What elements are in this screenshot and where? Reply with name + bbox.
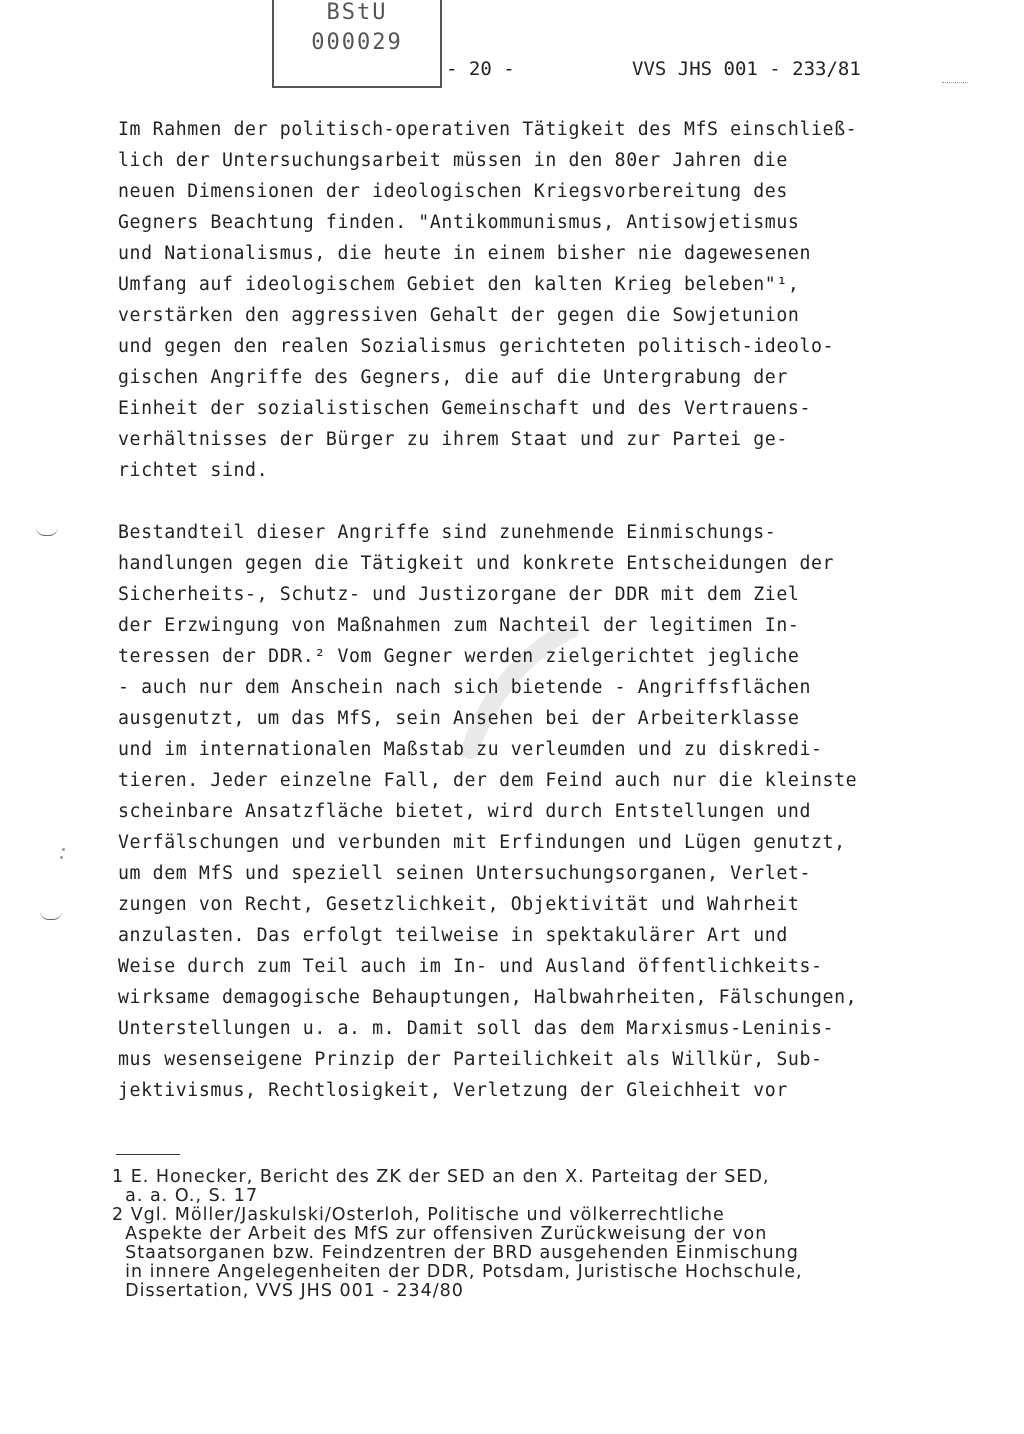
document-body xyxy=(118,114,938,1106)
archive-stamp xyxy=(272,0,442,88)
document-reference: VVS JHS 001 - 233/81 xyxy=(632,58,861,80)
text-line: handlungen gegen die Tätigkeit und konkrete Entscheidungen der xyxy=(118,553,835,574)
paragraph-2 xyxy=(118,517,938,1106)
text-line: zungen von Recht, Gesetzlichkeit, Objektivität und Wahrheit xyxy=(118,894,800,915)
text-line: Bestandteil dieser Angriffe sind zunehmende Einmischungs- xyxy=(118,522,777,543)
text-line: Unterstellungen u. a. m. Damit soll das dem Marxismus-Leninis- xyxy=(118,1018,835,1039)
paragraph-1 xyxy=(118,114,938,486)
footnote-separator xyxy=(116,1154,180,1155)
margin-speck xyxy=(62,848,65,851)
text-line: lich der Untersuchungsarbeit müssen in den 80er Jahren die xyxy=(118,150,788,171)
text-line: Verfälschungen und verbunden mit Erfindungen und Lügen genutzt, xyxy=(118,832,846,853)
text-line: und im internationalen Maßstab zu verleumden und zu diskredi- xyxy=(118,739,823,760)
page-number: - 20 - xyxy=(446,58,515,80)
text-line: Weise durch zum Teil auch im In- und Ausland öffentlichkeits- xyxy=(118,956,823,977)
footnote-line: a. a. O., S. 17 xyxy=(112,1186,259,1206)
text-line: - auch nur dem Anschein nach sich bietende - Angriffsflächen xyxy=(118,677,811,698)
text-line: verhältnisses der Bürger zu ihrem Staat und zur Partei ge- xyxy=(118,429,788,450)
text-line: mus wesenseigene Prinzip der Parteilichkeit als Willkür, Sub- xyxy=(118,1049,823,1070)
text-line: Einheit der sozialistischen Gemeinschaft und des Vertrauens- xyxy=(118,398,811,419)
text-line: Im Rahmen der politisch-operativen Tätigkeit des MfS einschließ- xyxy=(118,119,858,140)
stamp-archive-number: 000029 xyxy=(311,30,403,55)
corner-mark xyxy=(942,82,968,83)
text-line: anzulasten. Das erfolgt teilweise in spektakulärer Art und xyxy=(118,925,788,946)
text-line: teressen der DDR.² Vom Gegner werden zielgerichtet jegliche xyxy=(118,646,800,667)
text-line: der Erzwingung von Maßnahmen zum Nachteil der legitimen In- xyxy=(118,615,800,636)
footnote-line: 2 Vgl. Möller/Jaskulski/Osterloh, Politische und völkerrechtliche xyxy=(112,1205,725,1225)
text-line: Sicherheits-, Schutz- und Justizorgane der DDR mit dem Ziel xyxy=(118,584,800,605)
text-line: und Nationalismus, die heute in einem bisher nie dagewesenen xyxy=(118,243,811,264)
margin-speck xyxy=(60,856,63,859)
footnote-line: in innere Angelegenheiten der DDR, Potsdam, Juristische Hochschule, xyxy=(112,1262,803,1282)
text-line: richtet sind. xyxy=(118,460,269,481)
text-line: ausgenutzt, um das MfS, sein Ansehen bei der Arbeiterklasse xyxy=(118,708,800,729)
text-line: wirksame demagogische Behauptungen, Halbwahrheiten, Fälschungen, xyxy=(118,987,858,1008)
text-line: um dem MfS und speziell seinen Untersuchungsorganen, Verlet- xyxy=(118,863,811,884)
margin-tick-mark xyxy=(40,911,62,920)
text-line: tieren. Jeder einzelne Fall, der dem Feind auch nur die kleinste xyxy=(118,770,858,791)
margin-tick-mark xyxy=(36,527,58,536)
footnote-line: Dissertation, VVS JHS 001 - 234/80 xyxy=(112,1281,464,1301)
text-line: verstärken den aggressiven Gehalt der gegen die Sowjetunion xyxy=(118,305,800,326)
text-line: und gegen den realen Sozialismus gerichteten politisch-ideolo- xyxy=(118,336,835,357)
stamp-archive-name: BStU xyxy=(326,0,388,25)
text-line: scheinbare Ansatzfläche bietet, wird durch Entstellungen und xyxy=(118,801,811,822)
footnote-line: Aspekte der Arbeit des MfS zur offensiven Zurückweisung der von xyxy=(112,1224,768,1244)
text-line: neuen Dimensionen der ideologischen Kriegsvorbereitung des xyxy=(118,181,788,202)
footnote-line: Staatsorganen bzw. Feindzentren der BRD ausgehenden Einmischung xyxy=(112,1243,799,1263)
footnote-line: 1 E. Honecker, Bericht des ZK der SED an den X. Parteitag der SED, xyxy=(112,1167,770,1187)
text-line: jektivismus, Rechtlosigkeit, Verletzung der Gleichheit vor xyxy=(118,1080,788,1101)
footnotes xyxy=(112,1168,992,1301)
text-line: Gegners Beachtung finden. "Antikommunismus, Antisowjetismus xyxy=(118,212,800,233)
text-line: Umfang auf ideologischem Gebiet den kalten Krieg beleben"¹, xyxy=(118,274,800,295)
text-line: gischen Angriffe des Gegners, die auf die Untergrabung der xyxy=(118,367,788,388)
